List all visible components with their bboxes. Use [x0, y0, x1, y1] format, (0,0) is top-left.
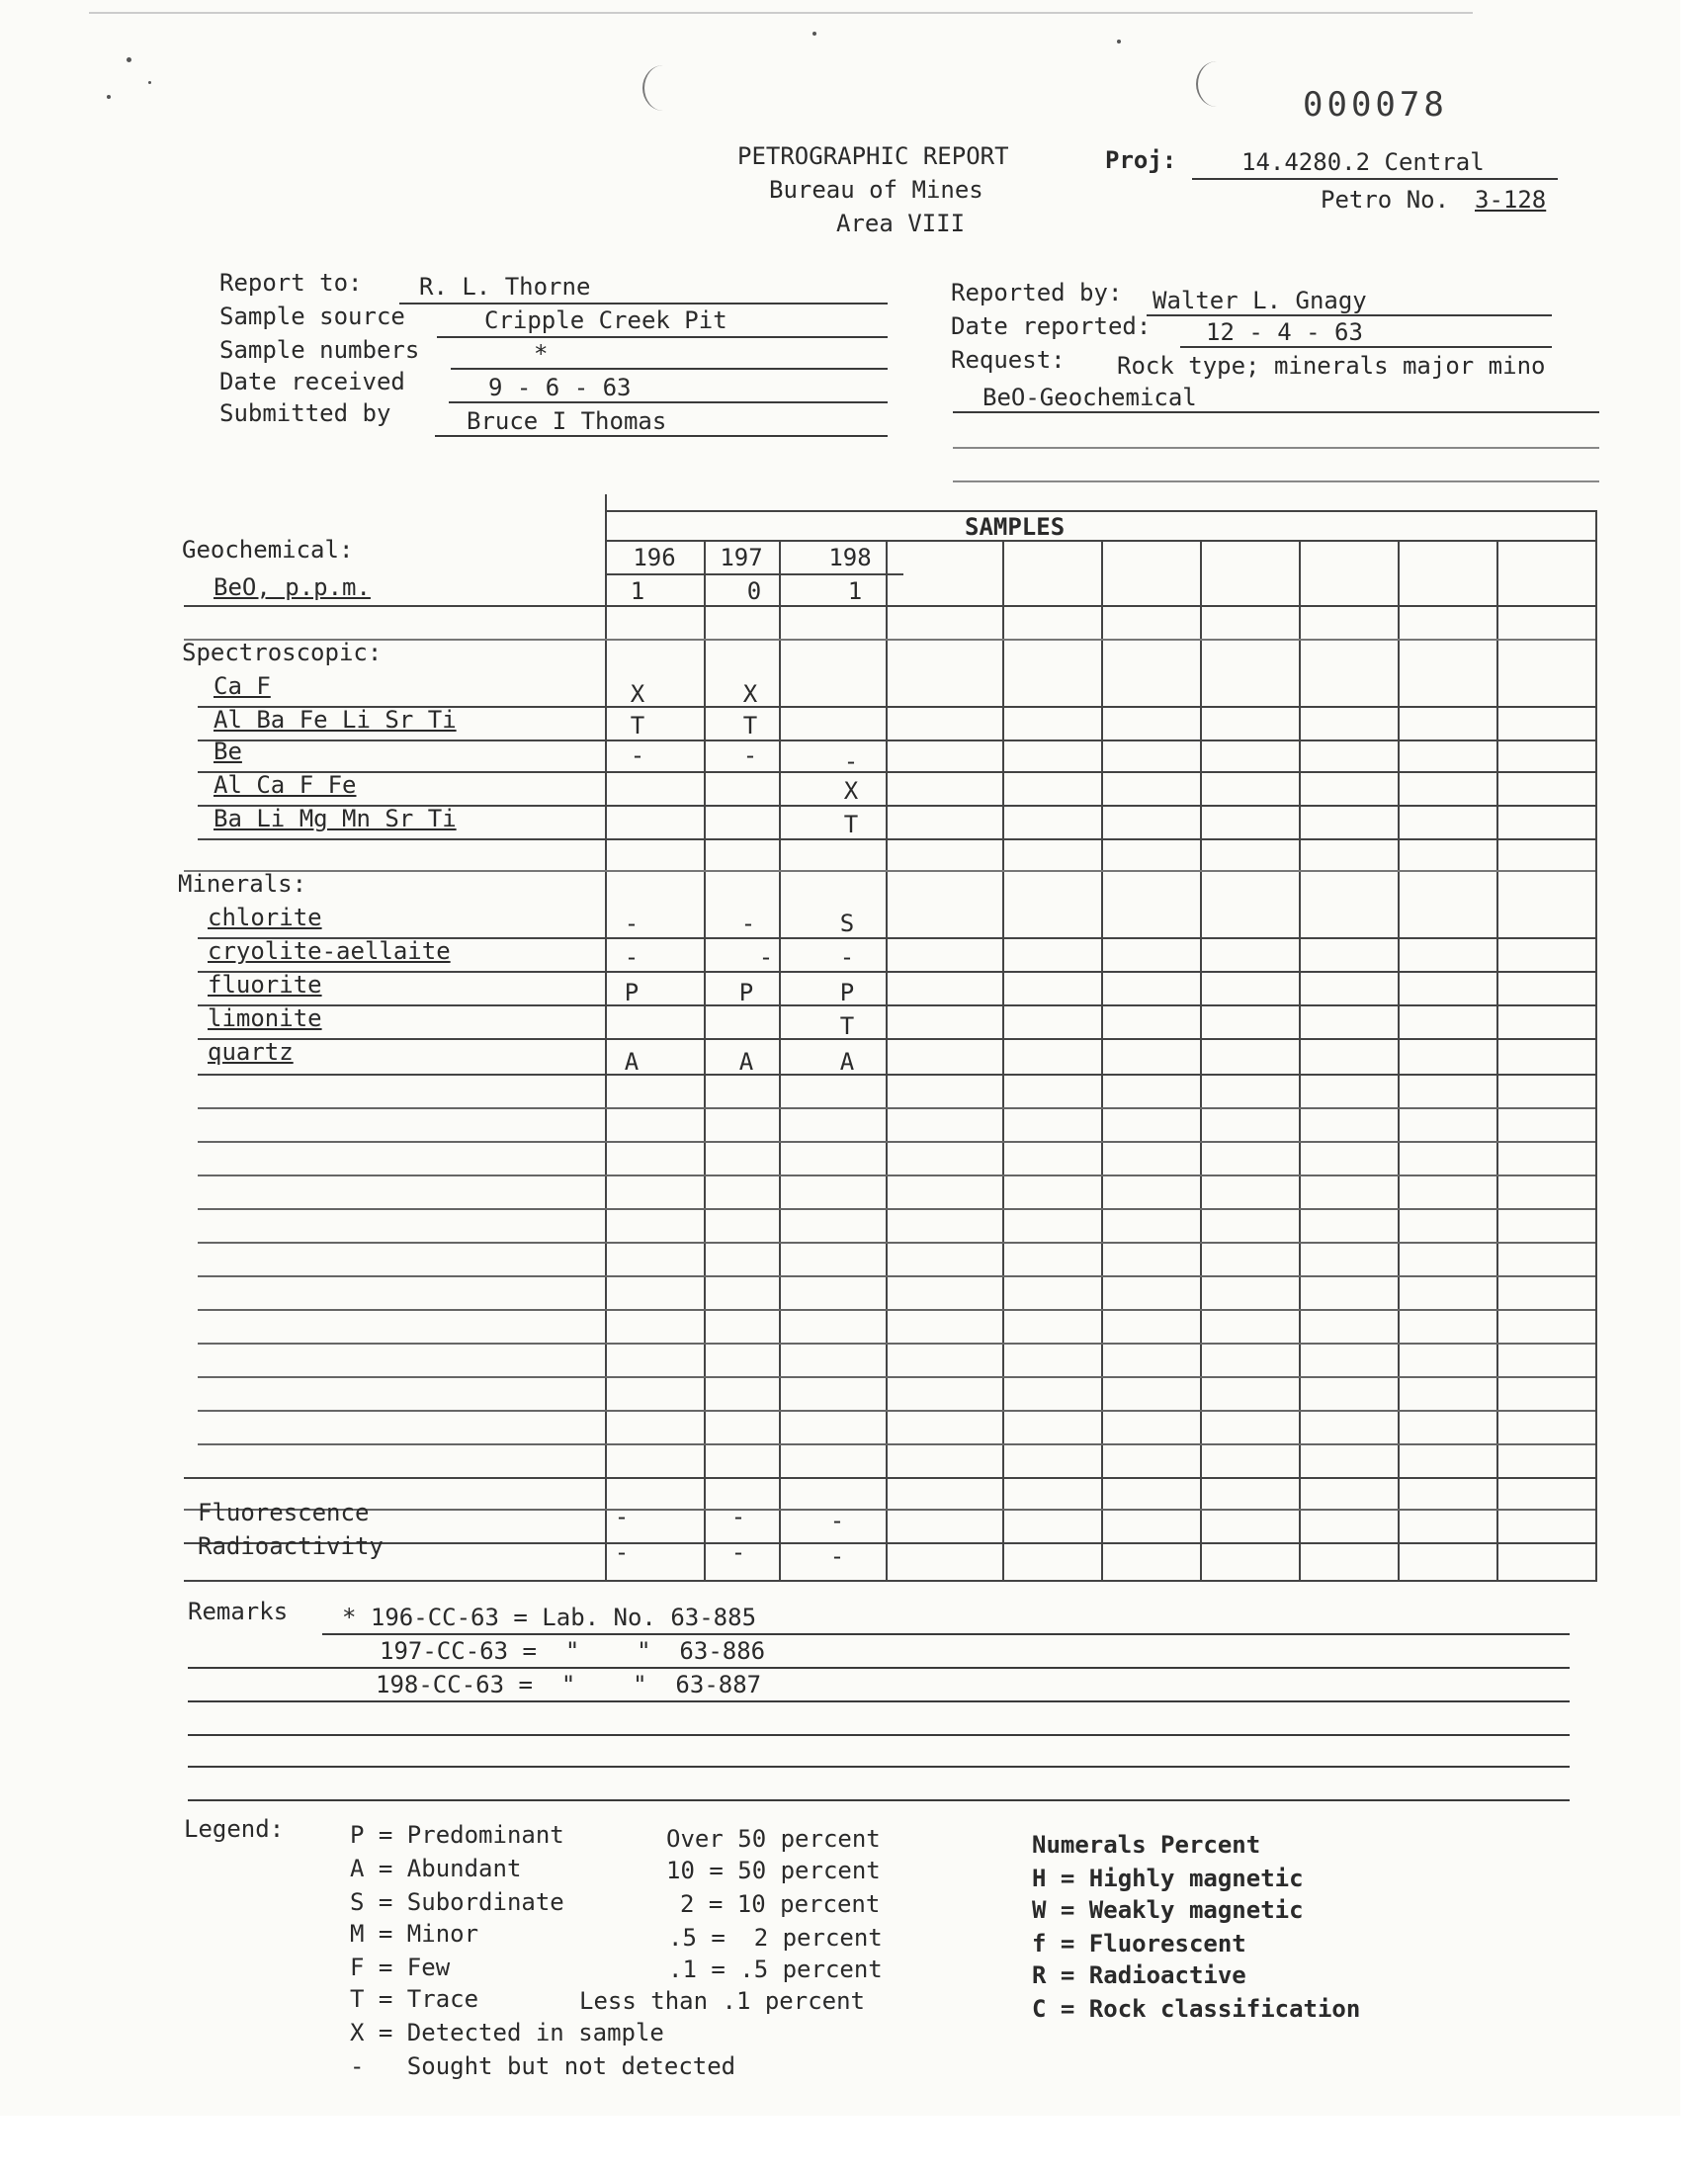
blank-row-line [198, 1107, 1595, 1109]
scan-speck [127, 57, 131, 62]
row-label-cryolite: cryolite-aellaite [208, 937, 451, 965]
submitted-by-label: Submitted by [219, 399, 391, 427]
cell-quartz-198: A [839, 1048, 855, 1076]
row-label-fluorite: fluorite [208, 971, 322, 999]
cell-chlorite-198: S [839, 910, 855, 937]
proj-value: 14.4280.2 Central [1241, 148, 1485, 176]
request-value: Rock type; minerals major mino [1117, 352, 1546, 380]
field-underline [449, 401, 888, 403]
remarks-underline [188, 1766, 1570, 1768]
blank-row-line [198, 1443, 1595, 1445]
proj-label: Proj: [1105, 146, 1177, 174]
section-minerals: Minerals: [178, 870, 307, 898]
row-line [198, 1004, 1595, 1006]
row-line [184, 605, 1595, 607]
blank-row-line [184, 1509, 1595, 1511]
reported-by-label: Reported by: [951, 279, 1123, 306]
cell-radioactivity-197: - [730, 1538, 746, 1566]
cell-fluorescence-197: - [730, 1503, 746, 1530]
cell-balimgmnsrti-198: T [843, 811, 859, 838]
section-geochemical: Geochemical: [182, 536, 354, 564]
row-label-caf: Ca F [214, 672, 271, 700]
scan-speck [812, 32, 816, 36]
field-underline [1180, 346, 1552, 348]
legend-range-abundant: 10 = 50 percent [666, 1857, 881, 1884]
row-line [198, 971, 1595, 973]
row-line [198, 1074, 1595, 1076]
remarks-line-2: 197-CC-63 = " " 63-886 [380, 1637, 766, 1665]
legend-item-minor: M = Minor [350, 1920, 479, 1948]
row-label-albafelisrti: Al Ba Fe Li Sr Ti [214, 706, 457, 734]
report-to-value: R. L. Thorne [419, 273, 591, 301]
cell-radioactivity-198: - [829, 1542, 845, 1570]
row-label-quartz: quartz [208, 1038, 294, 1066]
row-line [184, 870, 1595, 872]
numeral-rock-classification: C = Rock classification [1032, 1995, 1361, 2023]
cell-limonite-198: T [839, 1012, 855, 1040]
legend-item-trace: T = Trace [350, 1985, 479, 2013]
date-received-label: Date received [219, 368, 405, 395]
cell-fluorescence-196: - [614, 1503, 630, 1530]
legend-range-predominant: Over 50 percent [666, 1825, 881, 1853]
cell-be-198: - [843, 747, 859, 775]
row-label-limonite: limonite [208, 1004, 322, 1032]
scan-speck [1117, 40, 1121, 44]
cell-be-197: - [742, 741, 758, 769]
request-line [953, 447, 1599, 449]
row-label-balimgmnsrti: Ba Li Mg Mn Sr Ti [214, 805, 457, 832]
field-underline [437, 336, 888, 338]
sample-numbers-value: * [534, 340, 549, 368]
cell-radioactivity-196: - [614, 1538, 630, 1566]
cell-chlorite-196: - [624, 910, 640, 937]
row-label-fluorescence: Fluorescence [198, 1499, 370, 1526]
cell-beo-198: 1 [847, 577, 863, 605]
request-line [953, 411, 1599, 413]
blank-row-line [198, 1343, 1595, 1345]
remarks-underline [188, 1799, 1570, 1801]
cell-beo-197: 0 [746, 577, 762, 605]
samples-header: SAMPLES [965, 513, 1066, 541]
scan-speck [148, 81, 151, 84]
remarks-label: Remarks [188, 1598, 289, 1625]
punch-hole-mark [642, 65, 684, 111]
legend-item-abundant: A = Abundant [350, 1855, 522, 1882]
legend-range-trace: Less than .1 percent [579, 1987, 865, 2015]
legend-range-minor: .5 = 2 percent [668, 1924, 883, 1952]
cell-quartz-197: A [738, 1048, 754, 1076]
cell-cryolite-197: - [758, 943, 774, 971]
legend-item-predominant: P = Predominant [350, 1821, 564, 1849]
blank-row-line [198, 1376, 1595, 1378]
legend-item-not-detected: - Sought but not detected [350, 2052, 736, 2080]
table-right-edge [1595, 510, 1597, 1582]
proj-underline [1192, 178, 1558, 180]
numerals-title: Numerals Percent [1032, 1831, 1261, 1859]
table-col-line [1101, 540, 1103, 1582]
blank-row-line [198, 1174, 1595, 1176]
sample-id-196: 196 [633, 544, 676, 571]
cell-albafelisrti-196: T [630, 712, 645, 740]
cell-chlorite-197: - [740, 910, 756, 937]
remarks-underline [188, 1734, 1570, 1736]
field-underline [399, 303, 888, 304]
cell-caf-197: X [742, 680, 758, 708]
legend-item-few: F = Few [350, 1954, 451, 1981]
legend-item-subordinate: S = Subordinate [350, 1888, 564, 1916]
scan-edge-line [89, 12, 1473, 14]
sample-id-underline [605, 573, 903, 575]
cell-albafelisrti-197: T [742, 712, 758, 740]
document-number-stamp: 000078 [1303, 85, 1448, 125]
row-line [198, 771, 1595, 773]
remarks-underline [188, 1667, 1570, 1669]
submitted-by-value: Bruce I Thomas [467, 407, 667, 435]
page-right-margin [1680, 0, 1708, 2175]
numeral-fluorescent: f = Fluorescent [1032, 1930, 1246, 1958]
row-label-radioactivity: Radioactivity [198, 1532, 384, 1560]
row-label-beo: BeO, p.p.m. [214, 573, 371, 601]
blank-row-line [198, 1141, 1595, 1143]
area-name: Area VIII [836, 210, 966, 237]
cell-beo-196: 1 [630, 577, 645, 605]
table-col-line [1200, 540, 1202, 1582]
legend-item-detected: X = Detected in sample [350, 2019, 664, 2046]
sample-id-197: 197 [720, 544, 763, 571]
remarks-underline [188, 1700, 1570, 1702]
legend-range-subordinate: 2 = 10 percent [680, 1890, 881, 1918]
cell-fluorite-197: P [738, 979, 754, 1006]
row-label-be: Be [214, 738, 242, 765]
request-label: Request: [951, 346, 1066, 374]
blank-row-line [198, 1208, 1595, 1210]
cell-cryolite-198: - [839, 943, 855, 971]
blank-row-line [198, 1309, 1595, 1311]
request-line [953, 480, 1599, 482]
remarks-line-3: 198-CC-63 = " " 63-887 [376, 1671, 762, 1698]
table-col-line [1002, 540, 1004, 1582]
table-col-line [704, 540, 706, 1582]
scan-speck [107, 95, 111, 99]
row-label-alcafe: Al Ca F Fe [214, 771, 357, 799]
sample-id-198: 198 [828, 544, 872, 571]
sample-numbers-label: Sample numbers [219, 336, 420, 364]
blank-row-line [184, 1477, 1595, 1479]
table-bottom-line [184, 1580, 1595, 1582]
row-label-chlorite: chlorite [208, 904, 322, 931]
table-col-line [1496, 540, 1498, 1582]
numeral-weakly-magnetic: W = Weakly magnetic [1032, 1896, 1304, 1924]
row-line [184, 1542, 1595, 1544]
report-to-label: Report to: [219, 269, 363, 297]
table-col-line [886, 540, 888, 1582]
section-spectroscopic: Spectroscopic: [182, 639, 383, 666]
request-value-2: BeO-Geochemical [982, 384, 1197, 411]
cell-fluorite-198: P [839, 979, 855, 1006]
table-top-line [605, 510, 1595, 512]
date-reported-label: Date reported: [951, 312, 1152, 340]
sample-source-value: Cripple Creek Pit [484, 306, 727, 334]
row-line [184, 639, 1595, 641]
cell-quartz-196: A [624, 1048, 640, 1076]
cell-caf-196: X [630, 680, 645, 708]
reported-by-value: Walter L. Gnagy [1153, 287, 1367, 314]
numeral-radioactive: R = Radioactive [1032, 1961, 1246, 1989]
page-bottom-margin [0, 2116, 1708, 2175]
blank-row-line [198, 1242, 1595, 1244]
field-underline [1147, 314, 1552, 316]
row-line [198, 838, 1595, 840]
table-col-line [1299, 540, 1301, 1582]
cell-fluorite-196: P [624, 979, 640, 1006]
blank-row-line [198, 1275, 1595, 1277]
date-received-value: 9 - 6 - 63 [488, 374, 632, 401]
cell-alcafe-198: X [843, 777, 859, 805]
cell-cryolite-196: - [624, 943, 640, 971]
field-underline [435, 435, 888, 437]
legend-range-few: .1 = .5 percent [668, 1956, 883, 1983]
cell-be-196: - [630, 741, 645, 769]
punch-hole-mark [1196, 61, 1238, 107]
blank-row-line [198, 1410, 1595, 1412]
row-line [198, 740, 1595, 741]
remarks-line-1: * 196-CC-63 = Lab. No. 63-885 [342, 1604, 757, 1631]
table-samples-line [605, 540, 1595, 542]
legend-label: Legend: [184, 1815, 285, 1843]
date-reported-value: 12 - 4 - 63 [1206, 318, 1363, 346]
cell-fluorescence-198: - [829, 1507, 845, 1534]
field-underline [451, 368, 888, 370]
agency-name: Bureau of Mines [769, 176, 983, 204]
remarks-underline [322, 1633, 1570, 1635]
table-col-line [1398, 540, 1400, 1582]
numeral-highly-magnetic: H = Highly magnetic [1032, 1865, 1304, 1892]
row-line [198, 1038, 1595, 1040]
petro-label: Petro No. [1321, 186, 1450, 214]
sample-source-label: Sample source [219, 303, 405, 330]
petro-number: 3-128 [1475, 186, 1547, 214]
report-title: PETROGRAPHIC REPORT [737, 142, 1009, 170]
